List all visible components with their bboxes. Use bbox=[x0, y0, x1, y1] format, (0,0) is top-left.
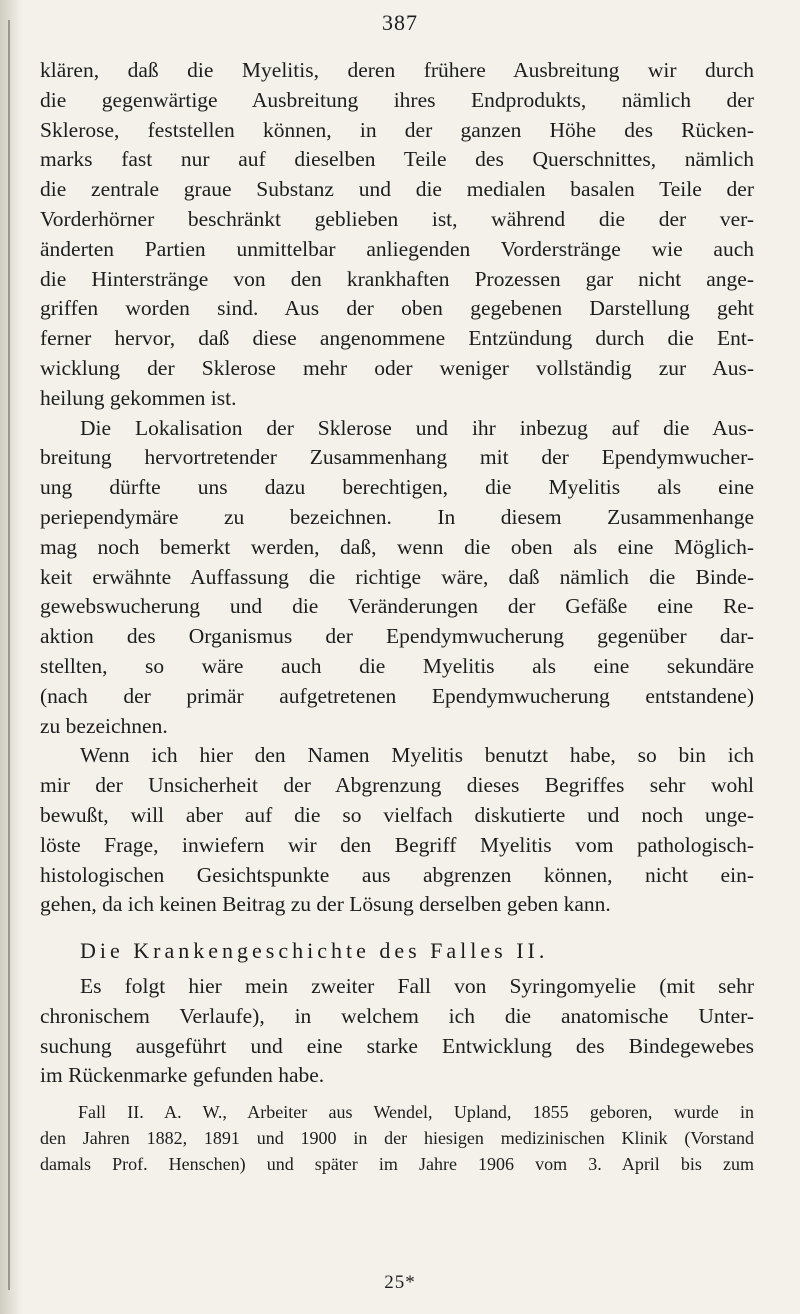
text-line: Es folgt hier mein zweiter Fall von Syringomyelie (mit sehr bbox=[80, 973, 754, 998]
text-line: ung dürfte uns dazu berechtigen, die Myelitis als eine bbox=[40, 475, 754, 500]
text-line: gewebswucherung und die Veränderungen der Gefäße eine Re- bbox=[40, 594, 754, 619]
binding-edge bbox=[8, 20, 10, 1290]
text-line: Sklerose, feststellen können, in der ganzen Höhe des Rücken- bbox=[40, 117, 754, 142]
text-line: Fall II. A. W., Arbeiter aus Wendel, Upland, 1855 geboren, wurde in bbox=[78, 1102, 754, 1123]
text-line: zu bezeichnen. bbox=[40, 713, 168, 738]
text-line: griffen worden sind. Aus der oben gegebenen Darstellung geht bbox=[40, 296, 754, 321]
text-line: aktion des Organismus der Ependymwucherung gegenüber dar- bbox=[40, 624, 754, 649]
text-line: änderten Partien unmittelbar anliegenden Vorderstränge wie auch bbox=[40, 236, 754, 261]
text-line: mir der Unsicherheit der Abgrenzung dieses Begriffes sehr wohl bbox=[40, 773, 754, 798]
text-line: suchung ausgeführt und eine starke Entwicklung des Bindegewebes bbox=[40, 1033, 754, 1058]
text-line: gehen, da ich keinen Beitrag zu der Lösung derselben geben kann. bbox=[40, 892, 611, 917]
paragraph-4 bbox=[40, 972, 754, 1091]
text-line: bewußt, will aber auf die so vielfach diskutierte und noch unge- bbox=[40, 802, 754, 827]
text-line: heilung gekommen ist. bbox=[40, 385, 237, 410]
page-text bbox=[40, 56, 754, 1177]
text-line: ferner hervor, daß diese angenommene Entzündung durch die Ent- bbox=[40, 326, 754, 351]
text-line: periependymäre zu bezeichnen. In diesem Zusammenhange bbox=[40, 504, 754, 529]
text-line: stellten, so wäre auch die Myelitis als eine sekundäre bbox=[40, 653, 754, 678]
text-line: klären, daß die Myelitis, deren frühere Ausbreitung wir durch bbox=[40, 58, 754, 82]
text-line: Wenn ich hier den Namen Myelitis benutzt habe, so bin ich bbox=[80, 743, 754, 768]
text-line: histologischen Gesichtspunkte aus abgrenzen können, nicht ein- bbox=[40, 862, 754, 887]
text-line: chronischem Verlaufe), in welchem ich die anatomische Unter- bbox=[40, 1003, 754, 1028]
case-note bbox=[40, 1099, 754, 1177]
text-line: im Rückenmarke gefunden habe. bbox=[40, 1063, 325, 1088]
book-spine-shadow bbox=[0, 0, 22, 1314]
text-line: (nach der primär aufgetretenen Ependymwucherung entstandene) bbox=[40, 683, 754, 708]
paragraph-3 bbox=[40, 741, 754, 920]
text-line: Vorderhörner beschränkt geblieben ist, während die der ver- bbox=[40, 206, 754, 231]
section-heading: Die Krankengeschichte des Falles II. bbox=[80, 938, 549, 964]
text-line: marks fast nur auf dieselben Teile des Querschnittes, nämlich bbox=[40, 147, 754, 172]
page-number: 387 bbox=[382, 10, 418, 35]
text-line: den Jahren 1882, 1891 und 1900 in der hiesigen medizinischen Klinik (Vorstand bbox=[40, 1128, 754, 1149]
text-line: breitung hervortretender Zusammenhang mit der Ependymwucher- bbox=[40, 445, 754, 470]
spacer bbox=[40, 1091, 754, 1099]
text-line: löste Frage, inwiefern wir den Begriff Myelitis vom pathologisch- bbox=[40, 832, 754, 857]
text-line: keit erwähnte Auffassung die richtige wäre, daß nämlich die Binde- bbox=[40, 564, 754, 589]
text-line: die zentrale graue Substanz und die medialen basalen Teile der bbox=[40, 177, 754, 202]
paragraph-2 bbox=[40, 414, 754, 742]
signature-mark: 25* bbox=[384, 1272, 416, 1293]
text-line: Die Lokalisation der Sklerose und ihr inbezug auf die Aus- bbox=[80, 415, 754, 440]
text-line: die Hinterstränge von den krankhaften Prozessen gar nicht ange- bbox=[40, 266, 754, 291]
text-line: die gegenwärtige Ausbreitung ihres Endprodukts, nämlich der bbox=[40, 87, 754, 112]
text-line: damals Prof. Henschen) und später im Jahre 1906 vom 3. April bis zum bbox=[40, 1154, 754, 1175]
text-line: wicklung der Sklerose mehr oder weniger vollständig zur Aus- bbox=[40, 355, 754, 380]
paragraph-1 bbox=[40, 56, 754, 414]
text-line: mag noch bemerkt werden, daß, wenn die oben als eine Möglich- bbox=[40, 534, 754, 559]
